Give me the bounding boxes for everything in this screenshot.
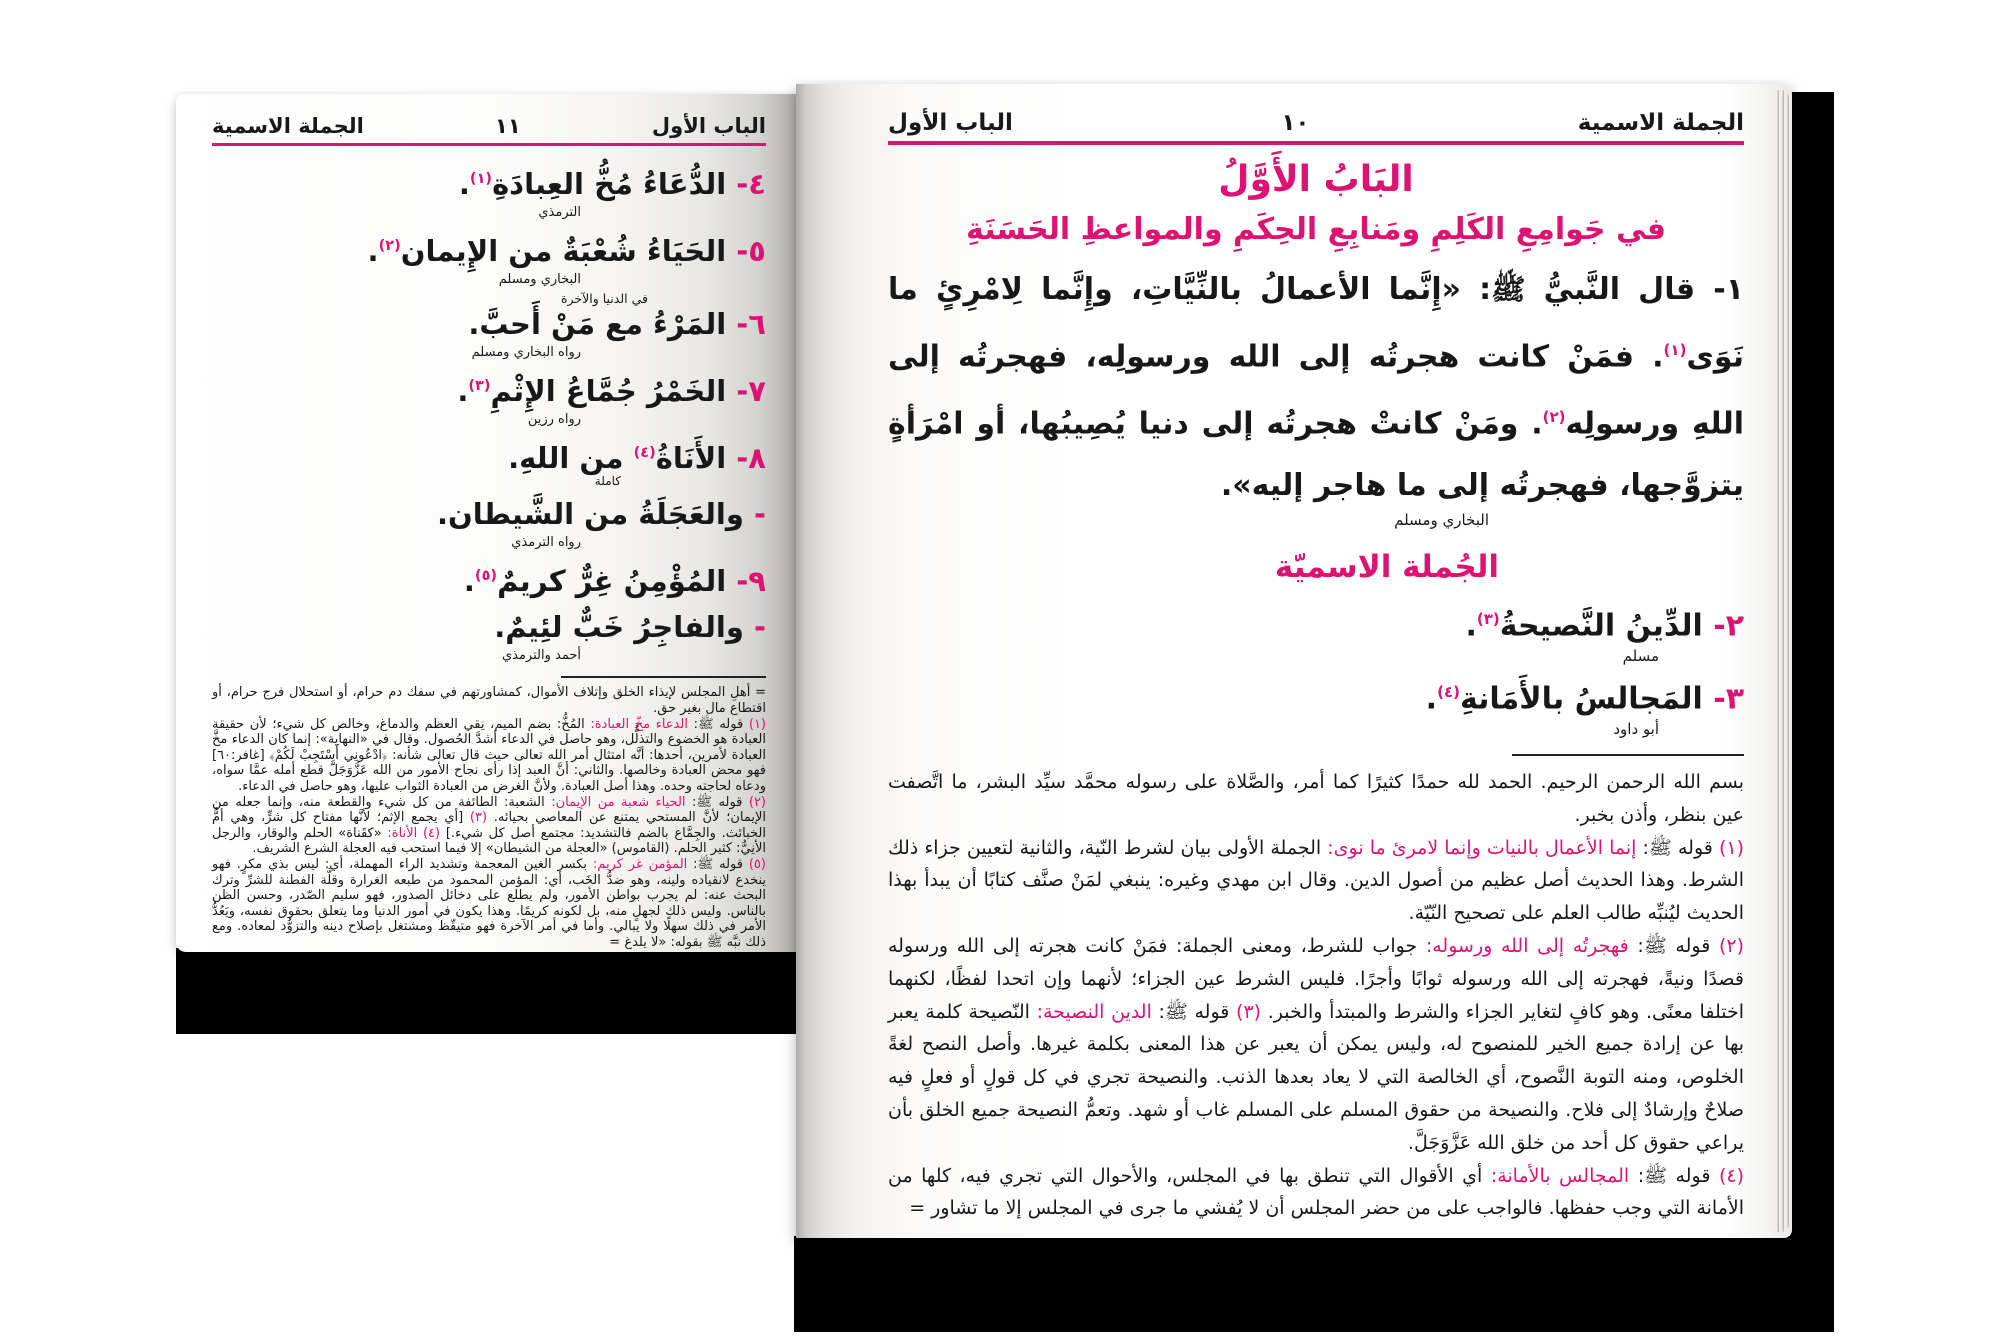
text-segment: -	[743, 610, 766, 645]
hadith-text	[212, 365, 766, 412]
footnote-text-segment: (٢)	[1710, 934, 1745, 957]
right-page	[796, 84, 1792, 1238]
right-page-content	[796, 84, 1792, 1238]
hadith-text	[212, 225, 766, 272]
text-segment: الحَيَاءُ شُعْبَةٌ من الإِيمان	[400, 233, 727, 268]
footnote-text-segment: (٣)	[1229, 1000, 1262, 1023]
hadith-item	[212, 158, 766, 220]
hadith-paragraph	[888, 259, 1744, 516]
footnote-text-segment: (٤)	[417, 825, 441, 841]
footnote-text-segment: الدين النصيحة:	[1036, 1000, 1152, 1023]
footnote-text-segment: النّصيحة كلمة يعبر بها عن إرادة جميع الخير للمنصوح له، وليس يمكن أن يعبر عن هذا المعنى بكلمة غيرها. وأصل النصح لغةً الخلوص، ومنه التوبة النَّصوح، أي الخالصة التي لا يعاد بعدها الذنب. والنصيحة تجري في كل قولٍ أو فعلٍ فيه صلاحٌ وإرشادٌ إلى فلاح. والنصيحة من حقوق المسلم على المسلم غاب أو شهد. وتعمُّ النصيحة جميع الخلق بأن يراعي حقوق كل أحد من خلق الله عَزَّوَجَلَّ.	[888, 1000, 1744, 1154]
header-rule	[888, 141, 1744, 145]
footnote-text-segment: قوله ﷺ:	[1629, 1164, 1711, 1187]
header-page-number: ١١	[495, 114, 521, 138]
footnote-text-segment: المؤمن غر كريم:	[592, 856, 688, 872]
text-segment: المَجالسُ بالأَمَانةِ	[1459, 681, 1703, 716]
footnote-text-segment: المجالس بالأمانة:	[1490, 1164, 1630, 1187]
text-segment: (٥)	[474, 567, 498, 584]
narrator-attribution: البخاري ومسلم	[498, 271, 581, 287]
footnote-paragraph	[888, 1160, 1744, 1226]
text-segment: .	[458, 166, 470, 201]
footnote-text-segment: قوله ﷺ:	[685, 794, 743, 810]
header-section-label: الجملة الاسمية	[212, 114, 364, 138]
footnote-text-segment: الحياء شعبة من الإيمان:	[551, 794, 686, 810]
footnote-text-segment: قوله ﷺ:	[1628, 934, 1711, 957]
left-page-header	[212, 114, 766, 138]
text-segment: الخَمْرُ جُمَّاعُ الإِثْمِ	[490, 373, 727, 408]
hadith-item	[212, 555, 766, 602]
footnote-paragraph	[888, 832, 1744, 930]
narrator-attribution: أبو داود	[1613, 720, 1659, 738]
hadith-item	[212, 493, 766, 550]
left-page-content	[176, 94, 796, 952]
narrator-attribution: البخاري ومسلم	[1394, 510, 1489, 529]
text-segment: (٢)	[1542, 408, 1566, 427]
text-segment: . فمَنْ كانت هجرتُه إلى الله ورسولِه، فهجرتُه إلى اللهِ ورسولِه	[888, 339, 1744, 442]
text-segment: ١- قال النَّبيُّ	[1525, 272, 1744, 307]
footnote-text-segment: أي الأقوال التي تنطق بها في المجلس، والأحوال التي تجري فيه، كلها من الأمانة التي وجب حفظها. فالواجب على من حضر المجلس أن لا يُفشي ما جرى في المجلس إلا ما تشاور =	[888, 1164, 1744, 1220]
footnote-text-segment: فهجرتُه إلى الله ورسوله:	[1425, 934, 1629, 957]
footnote-text-segment: جواب للشرط، ومعنى الجملة: فمَنْ كانت هجرته إلى الله ورسوله قصدًا ونيةً، فهجرته إلى الله ورسوله ثوابًا وأجرًا. فليس الشرط عين الجزاء؛ لأنهما وإن اتحدا لفظًا، لكنهما اختلفا معنًى. وهو كافٍ لتغاير الجزاء والشرط والمبتدأ والخبر.	[888, 934, 1744, 1023]
hadith-text	[212, 432, 766, 479]
text-segment: .	[1465, 607, 1477, 643]
footnote-paragraph	[888, 930, 1744, 1160]
hadith-item	[212, 365, 766, 427]
footnote-text-segment: الشعبة: الطائفة من كل شيء والقطعة منه، وإنما جعله من الإيمان؛ لأنَّ المستحي يمتنع عن المعاصي بحيائه.	[212, 794, 766, 826]
hadith-list	[888, 597, 1744, 739]
text-segment: ٦-	[726, 306, 766, 341]
text-segment: .	[463, 563, 475, 598]
footnote-text-segment: (٤)	[1710, 1164, 1744, 1187]
header-section-label: الجملة الاسمية	[1577, 110, 1744, 136]
text-segment: والعَجَلَةُ من الشَّيطان.	[436, 496, 744, 531]
hadith-list	[212, 158, 766, 663]
footnotes-block	[888, 766, 1744, 1225]
hadith-text	[888, 597, 1744, 648]
text-segment: ٨-	[726, 440, 766, 475]
hadith-text	[888, 670, 1744, 721]
text-segment: . ومَنْ كانتْ هجرتُه إلى دنيا يُصِيبُها، أو امْرَأةٍ يتزوَّجها، فهجرتُه إلى ما هاجر إليه».	[888, 406, 1744, 503]
footnote-text-segment: الجملة الأولى بيان لشرط النّية، والثانية لتعيين جزاء ذلك الشرط. وهذا الحديث أصل عظيم من أصول الدين. وقال ابن مهدي وغيره: ينبغي لمَنْ صنَّف كتابًا أن يبدأ بهذا الحديث ليُنبِّه طالب العلم على تصحيح النّيّة.	[888, 836, 1744, 925]
text-segment: ٥-	[726, 233, 766, 268]
narrator-attribution: مسلم	[1622, 646, 1659, 665]
hadith-text	[212, 158, 766, 205]
narrator-attribution: الترمذي	[538, 204, 581, 220]
left-page	[176, 94, 796, 952]
text-segment: -	[743, 496, 766, 531]
footnote-text-segment: قوله ﷺ:	[1636, 836, 1713, 859]
text-segment: .	[1425, 681, 1438, 716]
text-segment: : «إِنَّما الأعمالُ بالنِّيَّاتِ، وإِنَّما لِامْرِئٍ ما نَوَى	[888, 272, 1744, 375]
text-segment: .	[367, 233, 379, 268]
hadith-text	[212, 493, 766, 535]
footnote-text-segment: الأناة:	[387, 825, 418, 841]
text-segment: المُؤْمِنُ غِرٌّ كريمٌ	[497, 563, 727, 598]
header-page-number: ١٠	[1281, 110, 1310, 136]
footnote-text-segment: قوله ﷺ:	[687, 856, 743, 872]
right-page-header	[888, 110, 1744, 136]
header-chapter-label: الباب الأول	[651, 114, 766, 138]
text-segment: .	[457, 373, 469, 408]
header-chapter-label: الباب الأول	[888, 110, 1013, 136]
footnote-paragraph	[212, 685, 766, 716]
footnote-separator	[1512, 754, 1744, 756]
interlinear-gloss: في الدنيا والآخرة	[560, 290, 648, 306]
footnote-paragraph	[212, 717, 766, 795]
footnote-text-segment: بسم الله الرحمن الرحيم. الحمد لله حمدًا كثيرًا كما أمر، والصَّلاة على رسوله محمَّد سيِّد البشر، ما اتَّصفت عين بنظر، وأذن بخبر.	[888, 771, 1744, 826]
footnote-text-segment: إنما الأعمال بالنيات وإنما لامرئ ما نوى:	[1327, 836, 1637, 859]
footnote-text-segment: قوله ﷺ:	[687, 716, 744, 732]
hadith-text	[212, 606, 766, 648]
hadith-item	[212, 292, 766, 360]
text-segment: ٢-	[1702, 607, 1744, 643]
narrator-attribution: أحمد والترمذي	[501, 648, 581, 664]
text-segment: الدُّعَاءُ مُخُّ العِبادَةِ	[492, 166, 727, 201]
text-segment: المَرْءُ مع مَنْ أَحبَّ.	[468, 306, 727, 341]
section-heading: الجُملة الاسميّة	[1274, 548, 1499, 585]
footnote-text-segment: قوله ﷺ:	[1151, 1000, 1230, 1023]
text-segment: (٣)	[468, 377, 491, 394]
footnote-text-segment: المُخُّ: بضم الميم، نِقي العظم والدماغ، وخالص كل شيء؛ لأن حقيقة العبادة هو الخضوع والتذلُّل، وهو حاصل في الدعاء أشدَّ الحُصول. وقال في «النهاية»: إنما كان الدعاء مخَّ العبادة لأمرين، أحدها: أنَّه امتثال أمر الله تعالى حيث قال تعالى شأنه: ﴿ادْعُونِي أَسْتَجِبْ لَكُمْ﴾ [غافر:٦٠] فهو محض العبادة وخالصها. والثاني: أنَّ العبد إذا رأى نجاح الأمور من الله عَزَّوَجَلَّ قطع أمله عمَّا سواه، ودعاه لحاجته وحده. وهذا أصل العبادة. ولأنَّ الغرض من العبادة الثواب عليها، وهو حاصل في الدعاء.	[212, 716, 766, 794]
text-segment: الدِّينُ النَّصيحةُ	[1499, 607, 1703, 643]
footnote-paragraph	[888, 766, 1744, 832]
hadith-item	[212, 432, 766, 488]
text-segment: (١)	[469, 171, 493, 187]
photo-backdrop-right	[1790, 92, 1834, 1332]
text-segment: (٤)	[1437, 682, 1460, 701]
text-segment: الأَنَاةُ	[655, 440, 727, 475]
page-stack-edge	[1775, 90, 1789, 1232]
footnote-text-segment: (٣)	[463, 810, 488, 826]
text-segment: (٢)	[378, 237, 401, 254]
footnote-separator	[561, 676, 766, 678]
text-segment: والفاجِرُ خَبٌّ لئِيمٌ.	[494, 610, 744, 645]
photo-backdrop-bottom	[794, 1236, 1800, 1332]
text-segment: ٣-	[1702, 681, 1744, 716]
footnote-text-segment: بكسر الغين المعجمة وتشديد الراء المهملة، أي: ليس بذي مكرٍ. فهو ينخدع لانقياده ولينه، وهو ضدُّ الخَب، أي: المؤمن المحمود من طبعه الغرارة وقلَّة الفطنة للشرِّ وترك البحث عنه: لم يجرب بواطن الأمور، ولم يطلع على دخائل الصدور، فهو سليم الصّدر، وحسن الظن بالناس. وليس ذلك لجهلٍ منه، بل لكونه كريمًا. وهذا يكون في أمور الدنيا وما يتعلق بحقوق نفسه، ويَعُدُّ الأمر في ذلك سهلًا ولا يبالي. وأما في أمر الآخرة فهو متيقّظ ومشتغل بإصلاح دينه والتزوُّد لمعاده. ومع ذلك نبَّه ﷺ بقوله: «لا يلدغ =	[212, 856, 766, 950]
footnote-text-segment: (١)	[743, 716, 766, 732]
footnote-text-segment: = أهلِ المجلس لإيذاء الخلق وإتلاف الأموال، كمشاورتهم في سفك دم حرام، أو استحلال فرج حرام، أو اقتطاع مال بغير حق.	[212, 685, 766, 716]
footnote-text-segment: (١)	[1712, 836, 1745, 859]
hadith-text	[212, 303, 766, 345]
narrator-attribution: رواه رزين	[527, 411, 581, 427]
footnote-paragraph	[212, 795, 766, 857]
footnote-text-segment: «كقَناة» الحلم والوقار، والرجل الأنِيُّ: كثير الحلم. (القاموس) «العجلة من الشيطان» إلا فيما استحب فيه العجلة الشرع الشريف.	[212, 825, 766, 857]
photo-backdrop-left	[176, 948, 800, 1034]
hadith-item	[212, 606, 766, 663]
narrator-attribution: رواه البخاري ومسلم	[471, 344, 581, 360]
text-segment: (٣)	[1476, 609, 1500, 628]
footnote-text-segment: (٥)	[742, 856, 766, 872]
text-segment: ٩-	[726, 563, 766, 598]
text-segment: (١)	[1663, 341, 1687, 359]
hadith-item	[888, 670, 1744, 738]
header-rule	[212, 143, 766, 146]
text-segment: ٧-	[726, 373, 766, 408]
text-segment: ٤-	[726, 166, 766, 201]
interlinear-gloss: كاملة	[594, 473, 621, 488]
text-segment: من اللهِ.	[508, 440, 634, 475]
text-segment: (٤)	[633, 444, 656, 461]
footnote-text-segment: [أي يجمع الإثم؛ لأنَّها مفتاح كل شرٍّ، وهي أمُّ الخبائث. والجِمَّاع بالضم فالتشديد: مجتمع أصل كل شيء.]	[212, 810, 767, 841]
hadith-item	[212, 225, 766, 287]
footnote-paragraph	[212, 857, 766, 951]
chapter-subtitle: في جَوامِعِ الكَلِمِ ومَنابِعِ الحِكَمِ والمواعظِ الحَسَنَةِ	[966, 212, 1666, 247]
footnote-text-segment: (٢)	[742, 794, 766, 810]
footnote-text-segment: الدعاء مخّ العبادة:	[590, 716, 688, 732]
narrator-attribution: رواه الترمذي	[511, 534, 581, 550]
footnotes-block	[212, 685, 766, 950]
hadith-item	[888, 597, 1744, 665]
chapter-title: البَابُ الأَوَّلُ	[1218, 159, 1414, 200]
hadith-text	[212, 555, 766, 602]
text-segment: ﷺ	[1491, 273, 1526, 306]
